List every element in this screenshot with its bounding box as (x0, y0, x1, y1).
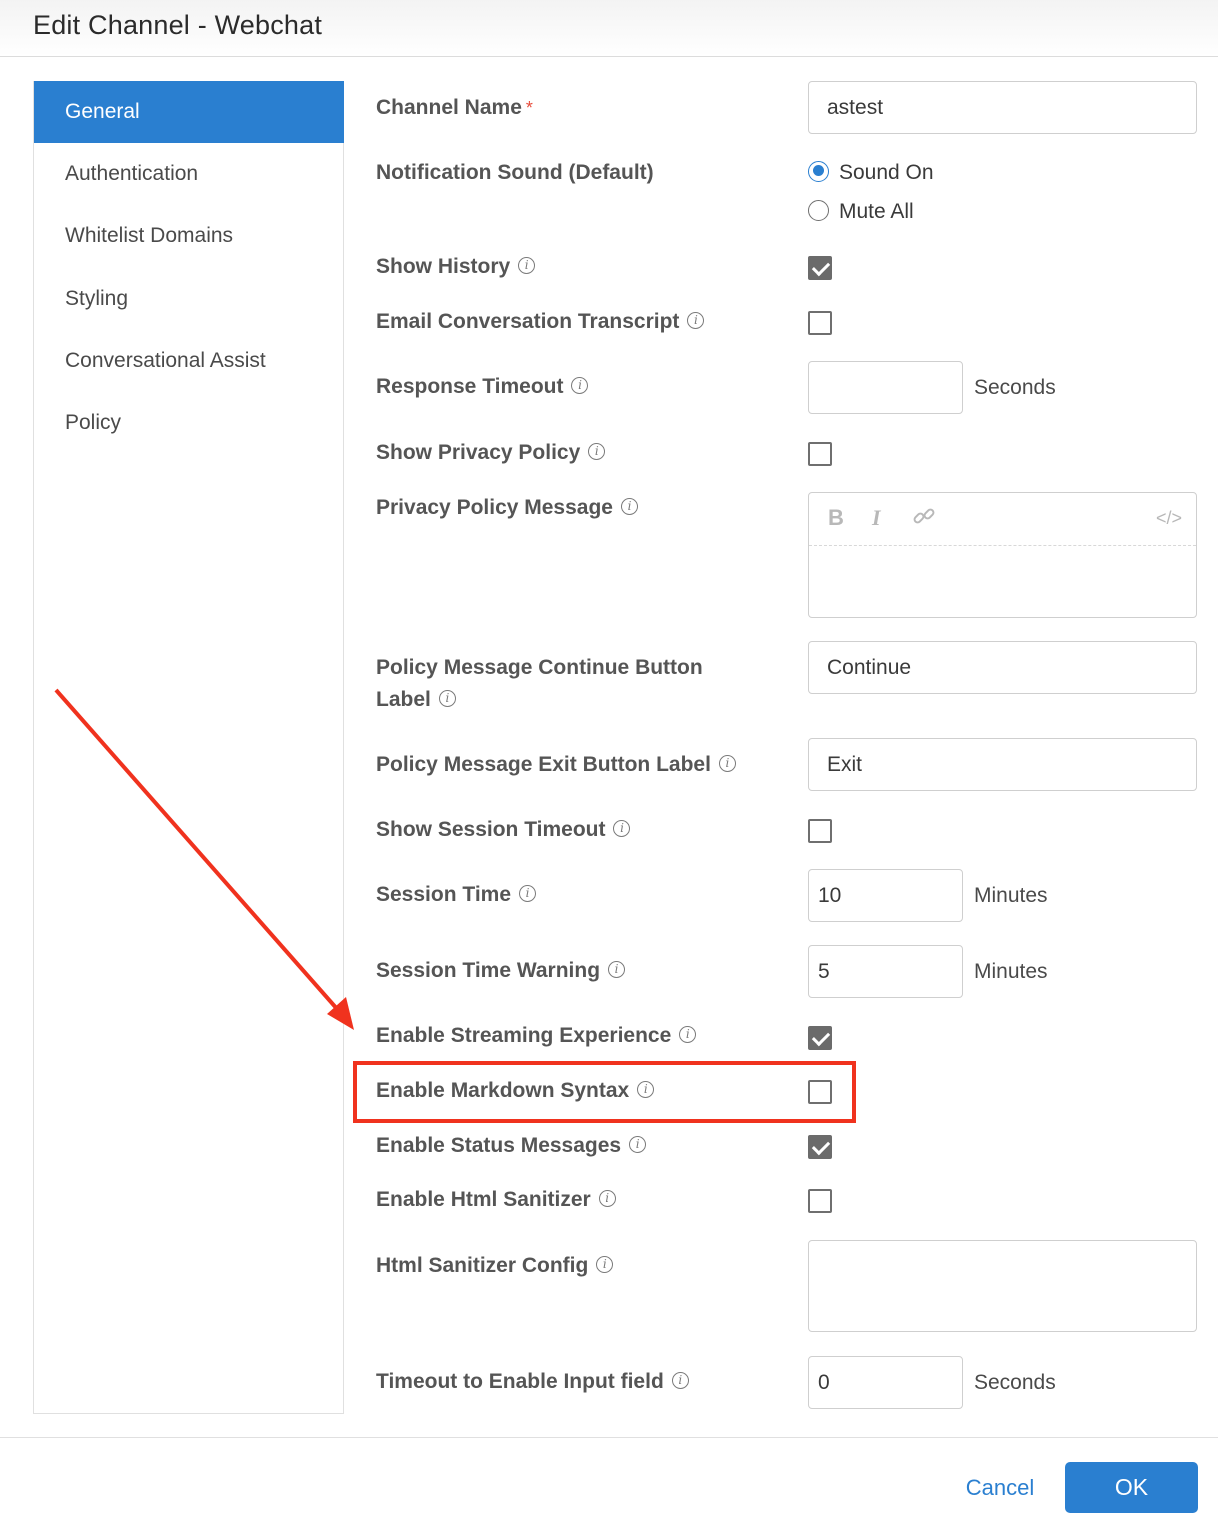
privacy-policy-editor[interactable] (808, 492, 1197, 618)
enable-markdown-label: Enable Markdown Syntax i (376, 1075, 654, 1107)
show-privacy-policy-checkbox[interactable] (808, 442, 832, 466)
sidebar-item-whitelist-domains[interactable]: Whitelist Domains (65, 224, 234, 247)
html-sanitizer-config-textarea[interactable] (808, 1240, 1197, 1332)
info-icon[interactable]: i (439, 690, 456, 707)
cancel-button[interactable]: Cancel (965, 1475, 1035, 1500)
show-history-label: Show History i (376, 251, 535, 283)
show-privacy-policy-label: Show Privacy Policy i (376, 437, 605, 469)
show-session-timeout-label: Show Session Timeout i (376, 814, 630, 846)
continue-button-input[interactable]: Continue (808, 641, 1197, 694)
code-view-button[interactable]: </> (1155, 508, 1182, 528)
enable-html-sanitizer-checkbox[interactable] (808, 1189, 832, 1213)
sidebar-item-conversational-assist[interactable]: Conversational Assist (65, 349, 266, 372)
response-timeout-label: Response Timeout i (376, 371, 588, 403)
info-icon[interactable]: i (596, 1256, 613, 1273)
email-transcript-checkbox[interactable] (808, 311, 832, 335)
info-icon[interactable]: i (571, 377, 588, 394)
continue-button-label: Policy Message Continue Button Label i (376, 656, 703, 711)
exit-button-label: Policy Message Exit Button Label i (376, 749, 736, 781)
privacy-policy-message-label: Privacy Policy Message i (376, 492, 638, 524)
session-time-input[interactable]: 10 (808, 869, 963, 922)
session-time-warning-label: Session Time Warning i (376, 955, 625, 987)
info-icon[interactable]: i (608, 961, 625, 978)
radio-mute-all[interactable]: Mute All (808, 199, 914, 225)
exit-button-input[interactable]: Exit (808, 738, 1197, 791)
info-icon[interactable]: i (599, 1190, 616, 1207)
info-icon[interactable]: i (719, 755, 736, 772)
info-icon[interactable]: i (588, 443, 605, 460)
session-time-unit: Minutes (974, 884, 1048, 907)
enable-streaming-checkbox[interactable] (808, 1026, 832, 1050)
channel-name-label: Channel Name * (376, 96, 533, 119)
html-sanitizer-config-label: Html Sanitizer Config i (376, 1250, 613, 1282)
info-icon[interactable]: i (687, 312, 704, 329)
info-icon[interactable]: i (613, 820, 630, 837)
dialog-title: Edit Channel - Webchat (33, 10, 323, 40)
radio-unselected-icon[interactable] (808, 200, 829, 221)
timeout-enable-input-unit: Seconds (974, 1371, 1056, 1394)
sidebar-nav (33, 81, 344, 1414)
enable-streaming-label: Enable Streaming Experience i (376, 1020, 696, 1052)
sidebar-item-general[interactable]: General (34, 81, 344, 143)
required-mark: * (525, 98, 533, 118)
link-icon[interactable] (911, 503, 937, 535)
timeout-enable-input-input[interactable]: 0 (808, 1356, 963, 1409)
sidebar-item-authentication[interactable]: Authentication (65, 162, 199, 185)
enable-html-sanitizer-label: Enable Html Sanitizer i (376, 1184, 616, 1216)
session-time-label: Session Time i (376, 879, 536, 911)
info-icon[interactable]: i (637, 1081, 654, 1098)
info-icon[interactable]: i (519, 885, 536, 902)
italic-button[interactable]: I (872, 505, 881, 530)
info-icon[interactable]: i (629, 1136, 646, 1153)
info-icon[interactable]: i (518, 257, 535, 274)
sidebar-item-policy[interactable]: Policy (65, 411, 122, 434)
show-session-timeout-checkbox[interactable] (808, 819, 832, 843)
sidebar-item-styling[interactable]: Styling (65, 287, 129, 310)
info-icon[interactable]: i (621, 498, 638, 515)
session-time-warning-input[interactable]: 5 (808, 945, 963, 998)
annotation-highlight-box (353, 1061, 856, 1123)
bold-button[interactable]: B (828, 505, 844, 530)
response-timeout-input[interactable] (808, 361, 963, 414)
timeout-enable-input-label: Timeout to Enable Input field i (376, 1366, 689, 1398)
editor-toolbar (809, 493, 1196, 546)
email-transcript-label: Email Conversation Transcript i (376, 306, 704, 338)
response-timeout-unit: Seconds (974, 376, 1056, 399)
notification-sound-label: Notification Sound (Default) (376, 161, 654, 184)
radio-selected-icon[interactable] (808, 161, 829, 182)
info-icon[interactable]: i (672, 1372, 689, 1389)
enable-status-messages-checkbox[interactable] (808, 1135, 832, 1159)
enable-status-messages-label: Enable Status Messages i (376, 1130, 646, 1162)
ok-button[interactable]: OK (1065, 1462, 1198, 1513)
show-history-checkbox[interactable] (808, 256, 832, 280)
info-icon[interactable]: i (679, 1026, 696, 1043)
dialog-header (0, 0, 1218, 57)
radio-sound-on[interactable]: Sound On (808, 160, 934, 186)
session-time-warning-unit: Minutes (974, 960, 1048, 983)
channel-name-input[interactable]: astest (808, 81, 1197, 134)
